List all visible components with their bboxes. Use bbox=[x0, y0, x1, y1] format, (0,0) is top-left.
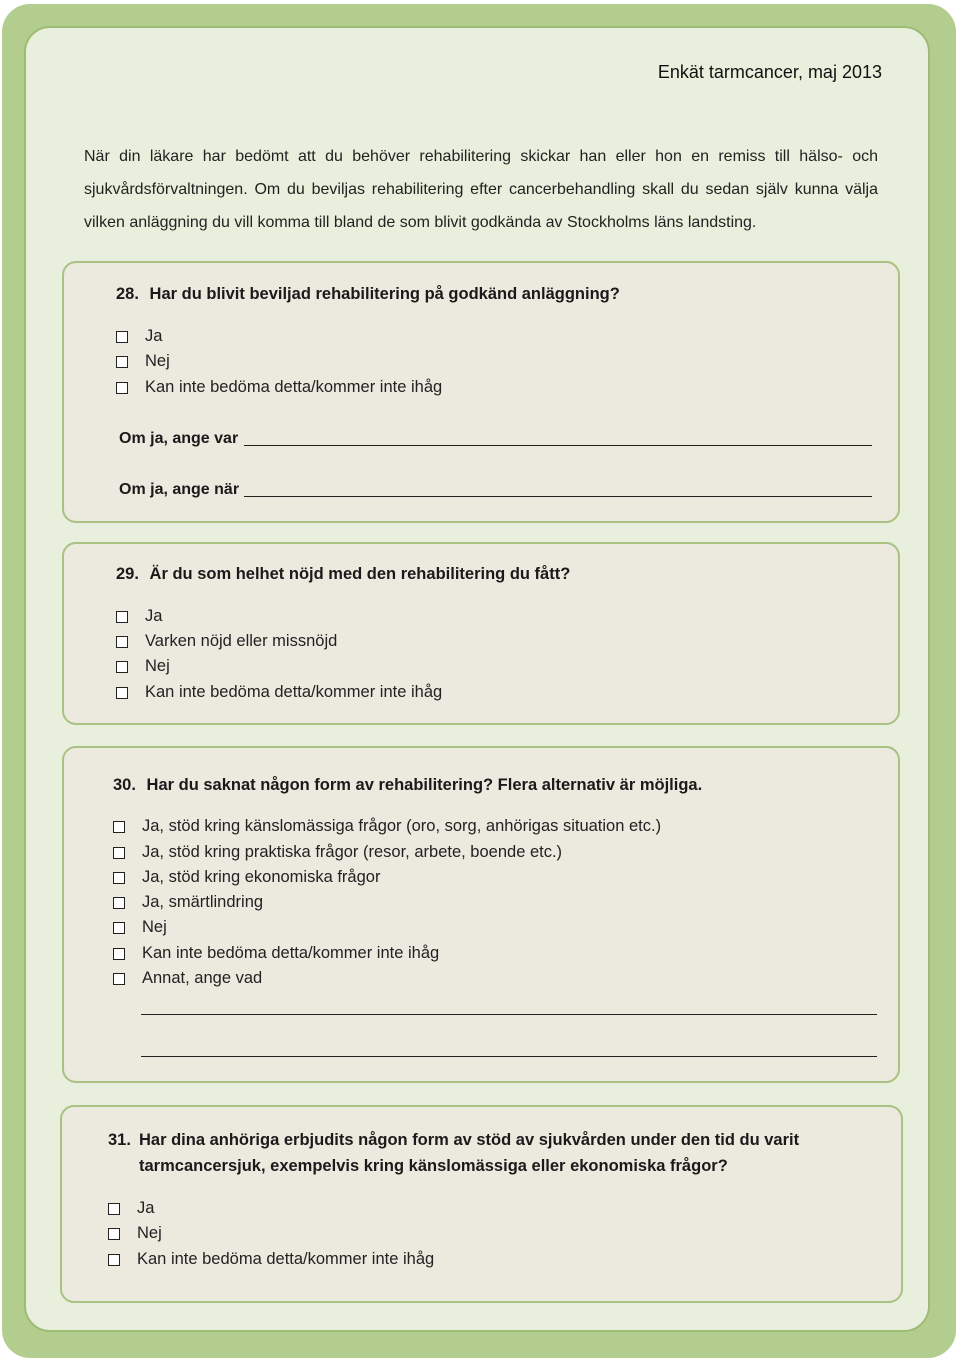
option-label: Nej bbox=[145, 657, 170, 675]
question-31-text-line-2: tarmcancersjuk, exempelvis kring känslomässiga eller ekonomiska frågor? bbox=[139, 1157, 728, 1175]
q29-option-kan-inte[interactable] bbox=[116, 683, 442, 702]
q31-option-kan-inte[interactable] bbox=[108, 1250, 434, 1269]
q30-other-field-1[interactable] bbox=[141, 1014, 877, 1015]
checkbox[interactable] bbox=[113, 948, 125, 960]
checkbox[interactable] bbox=[116, 661, 128, 673]
checkbox[interactable] bbox=[113, 847, 125, 859]
checkbox[interactable] bbox=[116, 382, 128, 394]
checkbox[interactable] bbox=[108, 1203, 120, 1215]
survey-title: Enkät tarmcancer, maj 2013 bbox=[657, 62, 882, 82]
q31-option-ja[interactable] bbox=[108, 1199, 154, 1218]
checkbox[interactable] bbox=[116, 636, 128, 648]
q30-option-annat[interactable] bbox=[113, 969, 262, 988]
q30-option-nej[interactable] bbox=[113, 918, 167, 937]
q30-option-economic[interactable] bbox=[113, 868, 380, 887]
checkbox[interactable] bbox=[113, 872, 125, 884]
q28-where-field[interactable] bbox=[244, 445, 872, 446]
option-label: Ja, stöd kring ekonomiska frågor bbox=[142, 868, 381, 886]
option-label: Ja, stöd kring praktiska frågor (resor, arbete, boende etc.) bbox=[142, 843, 563, 861]
question-31-number: 31. bbox=[108, 1131, 131, 1149]
q30-option-kan-inte[interactable] bbox=[113, 944, 439, 963]
option-label: Annat, ange vad bbox=[142, 969, 263, 987]
q28-when-field[interactable] bbox=[244, 496, 872, 497]
checkbox[interactable] bbox=[116, 331, 128, 343]
question-number: 30. bbox=[113, 776, 136, 794]
question-31-text-line-1: Har dina anhöriga erbjudits någon form av stöd av sjukvården under den tid du varit bbox=[139, 1131, 800, 1149]
option-label: Ja bbox=[145, 327, 163, 345]
question-text: Har du saknat någon form av rehabilitering? Flera alternativ är möjliga. bbox=[146, 776, 703, 794]
option-label: Ja bbox=[137, 1199, 155, 1217]
q29-option-ja[interactable] bbox=[116, 607, 162, 626]
checkbox[interactable] bbox=[108, 1254, 120, 1266]
checkbox[interactable] bbox=[113, 897, 125, 909]
checkbox[interactable] bbox=[113, 821, 125, 833]
question-30-title bbox=[113, 776, 702, 795]
q30-other-field-2[interactable] bbox=[141, 1056, 877, 1057]
q30-option-pain[interactable] bbox=[113, 893, 263, 912]
question-number: 29. bbox=[116, 565, 139, 583]
option-label: Kan inte bedöma detta/kommer inte ihåg bbox=[145, 683, 443, 701]
option-label: Nej bbox=[142, 918, 167, 936]
intro-paragraph: När din läkare har bedömt att du behöver rehabilitering skickar han eller hon en remiss till hälso- och sjukvårdsförvaltningen. Om du beviljas rehabilitering efter cancerbehandling skall du sedan själv kunna välja vilken anläggning du vill komma till bland de som blivit godkända av Stockholms läns landsting. bbox=[84, 148, 878, 231]
q28-option-ja[interactable] bbox=[116, 327, 162, 346]
option-label: Nej bbox=[145, 352, 170, 370]
checkbox[interactable] bbox=[116, 687, 128, 699]
option-label: Kan inte bedöma detta/kommer inte ihåg bbox=[145, 378, 443, 396]
checkbox[interactable] bbox=[108, 1228, 120, 1240]
q29-option-nej[interactable] bbox=[116, 657, 170, 676]
question-text: Har du blivit beviljad rehabilitering på godkänd anläggning? bbox=[149, 285, 620, 303]
option-label: Ja, smärtlindring bbox=[142, 893, 264, 911]
question-number: 28. bbox=[116, 285, 139, 303]
checkbox[interactable] bbox=[116, 356, 128, 368]
q28-where-label: Om ja, ange var bbox=[119, 430, 239, 447]
option-label: Varken nöjd eller missnöjd bbox=[145, 632, 338, 650]
q28-option-kan-inte[interactable] bbox=[116, 378, 442, 397]
option-label: Kan inte bedöma detta/kommer inte ihåg bbox=[142, 944, 440, 962]
checkbox[interactable] bbox=[116, 611, 128, 623]
q30-option-emotional[interactable] bbox=[113, 817, 661, 836]
q28-when-label: Om ja, ange när bbox=[119, 481, 240, 498]
question-text: Är du som helhet nöjd med den rehabilitering du fått? bbox=[149, 565, 571, 583]
checkbox[interactable] bbox=[113, 973, 125, 985]
question-29-title bbox=[116, 565, 570, 584]
question-30-box bbox=[62, 746, 900, 1083]
checkbox[interactable] bbox=[113, 922, 125, 934]
option-label: Kan inte bedöma detta/kommer inte ihåg bbox=[137, 1250, 435, 1268]
q30-option-practical[interactable] bbox=[113, 843, 562, 862]
option-label: Nej bbox=[137, 1224, 162, 1242]
question-28-title bbox=[116, 285, 620, 304]
q31-option-nej[interactable] bbox=[108, 1224, 162, 1243]
q29-option-varken[interactable] bbox=[116, 632, 337, 651]
option-label: Ja bbox=[145, 607, 163, 625]
q28-option-nej[interactable] bbox=[116, 352, 170, 371]
option-label: Ja, stöd kring känslomässiga frågor (oro, sorg, anhörigas situation etc.) bbox=[142, 817, 662, 835]
